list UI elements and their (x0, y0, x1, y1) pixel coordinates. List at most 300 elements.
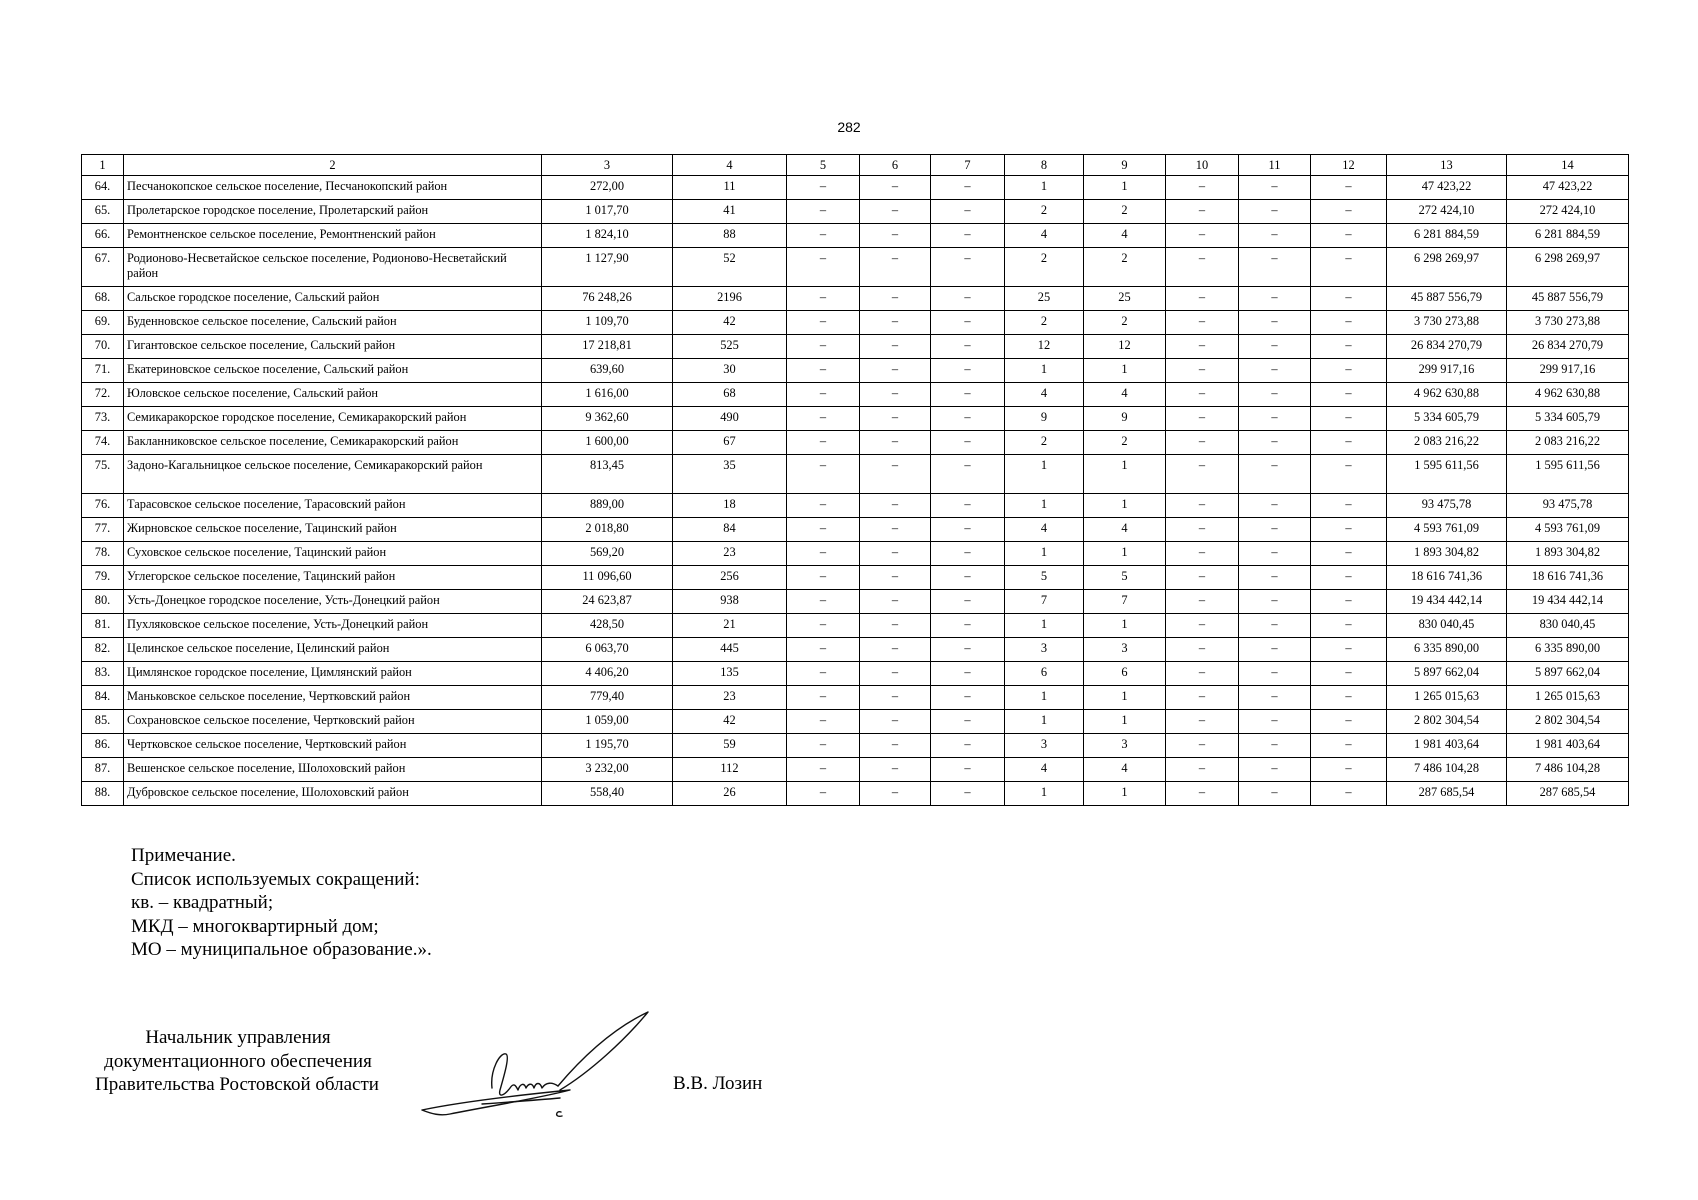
table-row (82, 176, 1629, 200)
table-row (82, 431, 1629, 455)
table-cell: – (787, 407, 860, 431)
table-cell: 272 424,10 (1387, 200, 1507, 224)
table-cell: – (860, 614, 931, 638)
table-cell: – (931, 590, 1005, 614)
table-cell: – (1166, 176, 1239, 200)
table-cell: 25 (1084, 287, 1166, 311)
settlement-name-cell: Вешенское сельское поселение, Шолоховский район (124, 758, 542, 782)
table-cell: 2 (1084, 200, 1166, 224)
table-cell: – (931, 224, 1005, 248)
table-cell: 2 083 216,22 (1387, 431, 1507, 455)
table-cell: – (1239, 758, 1311, 782)
table-cell: – (787, 383, 860, 407)
row-number-cell: 74. (82, 431, 124, 455)
table-cell: – (1239, 494, 1311, 518)
table-cell: – (787, 662, 860, 686)
table-cell: – (1239, 614, 1311, 638)
table-cell: – (860, 431, 931, 455)
table-row (82, 686, 1629, 710)
table-cell: – (931, 758, 1005, 782)
table-row (82, 590, 1629, 614)
table-cell: – (1311, 224, 1387, 248)
table-cell: 2196 (673, 287, 787, 311)
column-header: 14 (1507, 155, 1629, 176)
table-cell: 18 (673, 494, 787, 518)
column-header: 11 (1239, 155, 1311, 176)
row-number-cell: 71. (82, 359, 124, 383)
table-cell: – (860, 248, 931, 287)
table-row (82, 359, 1629, 383)
table-cell: 4 593 761,09 (1507, 518, 1629, 542)
settlement-name-cell: Ремонтненское сельское поселение, Ремонтненский район (124, 224, 542, 248)
settlement-name-cell: Сальское городское поселение, Сальский район (124, 287, 542, 311)
table-cell: – (787, 542, 860, 566)
table-cell: 1 (1084, 455, 1166, 494)
table-cell: 3 (1005, 734, 1084, 758)
table-cell: – (1311, 638, 1387, 662)
table-cell: 41 (673, 200, 787, 224)
row-number-cell: 78. (82, 542, 124, 566)
table-row (82, 335, 1629, 359)
table-cell: 1 (1084, 176, 1166, 200)
table-cell: 1 (1084, 614, 1166, 638)
table-row (82, 383, 1629, 407)
page-number: 282 (837, 119, 861, 135)
table-cell: 47 423,22 (1507, 176, 1629, 200)
table-cell: – (931, 662, 1005, 686)
table-cell: 1 (1005, 782, 1084, 806)
table-cell: – (860, 734, 931, 758)
table-cell: – (860, 200, 931, 224)
table-cell: – (1166, 224, 1239, 248)
table-cell: – (787, 734, 860, 758)
table-cell: – (787, 494, 860, 518)
table-cell: 21 (673, 614, 787, 638)
table-cell: 3 (1005, 638, 1084, 662)
table-cell: – (1311, 662, 1387, 686)
table-cell: – (931, 359, 1005, 383)
column-header: 8 (1005, 155, 1084, 176)
table-cell: 4 593 761,09 (1387, 518, 1507, 542)
table-cell: – (931, 782, 1005, 806)
table-cell: – (1239, 200, 1311, 224)
table-row (82, 782, 1629, 806)
table-cell: 7 486 104,28 (1387, 758, 1507, 782)
table-cell: 9 (1084, 407, 1166, 431)
table-cell: – (1239, 782, 1311, 806)
table-cell: – (1166, 662, 1239, 686)
table-cell: – (931, 311, 1005, 335)
column-header: 5 (787, 155, 860, 176)
table-cell: 1 981 403,64 (1387, 734, 1507, 758)
row-number-cell: 73. (82, 407, 124, 431)
settlement-name-cell: Маньковское сельское поселение, Чертковский район (124, 686, 542, 710)
row-number-cell: 69. (82, 311, 124, 335)
table-cell: 4 (1005, 758, 1084, 782)
table-cell: – (1166, 407, 1239, 431)
table-cell: 2 (1005, 311, 1084, 335)
table-cell: 428,50 (542, 614, 673, 638)
table-cell: 6 335 890,00 (1387, 638, 1507, 662)
table-cell: 779,40 (542, 686, 673, 710)
table-cell: 272,00 (542, 176, 673, 200)
column-header: 3 (542, 155, 673, 176)
table-cell: – (1166, 686, 1239, 710)
table-cell: 1 (1084, 494, 1166, 518)
table-cell: – (1166, 638, 1239, 662)
settlement-name-cell: Тарасовское сельское поселение, Тарасовский район (124, 494, 542, 518)
table-row (82, 614, 1629, 638)
table-cell: 3 (1084, 734, 1166, 758)
table-cell: – (1239, 287, 1311, 311)
table-cell: – (1239, 638, 1311, 662)
table-cell: 525 (673, 335, 787, 359)
table-cell: 7 (1005, 590, 1084, 614)
table-cell: – (860, 176, 931, 200)
table-cell: 19 434 442,14 (1507, 590, 1629, 614)
row-number-cell: 67. (82, 248, 124, 287)
table-cell: – (1311, 248, 1387, 287)
table-cell: – (787, 710, 860, 734)
table-cell: 17 218,81 (542, 335, 673, 359)
table-cell: 6 298 269,97 (1387, 248, 1507, 287)
table-cell: 830 040,45 (1507, 614, 1629, 638)
row-number-cell: 84. (82, 686, 124, 710)
position-line: Начальник управления (145, 1027, 331, 1048)
table-cell: – (1239, 224, 1311, 248)
row-number-cell: 79. (82, 566, 124, 590)
table-cell: 12 (1005, 335, 1084, 359)
table-row (82, 224, 1629, 248)
table-cell: 639,60 (542, 359, 673, 383)
table-row (82, 518, 1629, 542)
table-cell: 558,40 (542, 782, 673, 806)
table-cell: – (931, 518, 1005, 542)
table-cell: – (1166, 710, 1239, 734)
table-cell: 1 981 403,64 (1507, 734, 1629, 758)
table-cell: 26 834 270,79 (1387, 335, 1507, 359)
table-cell: 59 (673, 734, 787, 758)
row-number-cell: 72. (82, 383, 124, 407)
table-cell: 5 (1005, 566, 1084, 590)
column-header: 9 (1084, 155, 1166, 176)
table-cell: 4 (1084, 383, 1166, 407)
row-number-cell: 76. (82, 494, 124, 518)
table-cell: – (860, 287, 931, 311)
settlement-name-cell: Суховское сельское поселение, Тацинский район (124, 542, 542, 566)
table-cell: 24 623,87 (542, 590, 673, 614)
table-cell: – (931, 455, 1005, 494)
table-cell: – (931, 383, 1005, 407)
table-cell: 2 (1005, 248, 1084, 287)
table-cell: – (1239, 590, 1311, 614)
table-cell: 88 (673, 224, 787, 248)
table-cell: 93 475,78 (1387, 494, 1507, 518)
table-row (82, 542, 1629, 566)
table-cell: – (787, 359, 860, 383)
table-cell: 1 595 611,56 (1387, 455, 1507, 494)
table-cell: 569,20 (542, 542, 673, 566)
table-cell: 4 962 630,88 (1507, 383, 1629, 407)
table-cell: 7 (1084, 590, 1166, 614)
table-row (82, 287, 1629, 311)
table-cell: 1 893 304,82 (1507, 542, 1629, 566)
table-row (82, 566, 1629, 590)
table-cell: 42 (673, 710, 787, 734)
table-cell: – (1311, 176, 1387, 200)
table-cell: – (931, 542, 1005, 566)
table-cell: – (860, 407, 931, 431)
table-cell: 5 897 662,04 (1507, 662, 1629, 686)
table-cell: – (931, 710, 1005, 734)
settlement-name-cell: Родионово-Несветайское сельское поселение, Родионово-Несветайский район (124, 248, 542, 287)
column-header: 12 (1311, 155, 1387, 176)
table-cell: – (1311, 287, 1387, 311)
table-cell: – (787, 518, 860, 542)
table-cell: – (931, 248, 1005, 287)
table-cell: 1 (1005, 542, 1084, 566)
settlement-name-cell: Углегорское сельское поселение, Тацинский район (124, 566, 542, 590)
table-cell: 1 (1084, 710, 1166, 734)
table-cell: – (787, 431, 860, 455)
table-cell: – (1311, 782, 1387, 806)
table-cell: 11 096,60 (542, 566, 673, 590)
table-cell: 2 (1005, 200, 1084, 224)
settlement-name-cell: Семикаракорское городское поселение, Семикаракорский район (124, 407, 542, 431)
table-cell: 3 232,00 (542, 758, 673, 782)
settlement-name-cell: Пролетарское городское поселение, Пролетарский район (124, 200, 542, 224)
table-cell: 4 406,20 (542, 662, 673, 686)
table-cell: – (1239, 359, 1311, 383)
settlement-name-cell: Буденновское сельское поселение, Сальский район (124, 311, 542, 335)
table-cell: – (1166, 494, 1239, 518)
table-cell: 2 802 304,54 (1507, 710, 1629, 734)
table-cell: 3 730 273,88 (1507, 311, 1629, 335)
table-cell: – (1166, 758, 1239, 782)
table-cell: 2 (1084, 248, 1166, 287)
row-number-cell: 70. (82, 335, 124, 359)
table-cell: – (1166, 311, 1239, 335)
table-cell: – (1166, 542, 1239, 566)
table-cell: 1 (1005, 359, 1084, 383)
table-cell: 2 018,80 (542, 518, 673, 542)
note-title: Примечание. (131, 845, 236, 866)
table-cell: 2 802 304,54 (1387, 710, 1507, 734)
table-cell: – (860, 686, 931, 710)
settlement-name-cell: Целинское сельское поселение, Целинский район (124, 638, 542, 662)
table-cell: – (931, 407, 1005, 431)
table-cell: – (1166, 590, 1239, 614)
table-cell: – (1239, 686, 1311, 710)
table-cell: – (931, 431, 1005, 455)
table-cell: 1 824,10 (542, 224, 673, 248)
table-cell: – (1239, 542, 1311, 566)
settlement-name-cell: Пухляковское сельское поселение, Усть-Донецкий район (124, 614, 542, 638)
table-row (82, 311, 1629, 335)
settlement-name-cell: Жирновское сельское поселение, Тацинский район (124, 518, 542, 542)
table-cell: 2 083 216,22 (1507, 431, 1629, 455)
table-cell: 30 (673, 359, 787, 383)
table-cell: – (1239, 248, 1311, 287)
table-cell: – (860, 662, 931, 686)
table-cell: 76 248,26 (542, 287, 673, 311)
table-cell: – (1311, 566, 1387, 590)
table-cell: – (1239, 335, 1311, 359)
table-cell: 67 (673, 431, 787, 455)
table-cell: – (860, 566, 931, 590)
table-cell: 1 265 015,63 (1387, 686, 1507, 710)
signer-name: В.В. Лозин (673, 1073, 763, 1094)
table-cell: 1 (1084, 686, 1166, 710)
row-number-cell: 77. (82, 518, 124, 542)
table-cell: – (1239, 311, 1311, 335)
table-row (82, 734, 1629, 758)
position-line: документационного обеспечения (104, 1050, 372, 1072)
row-number-cell: 88. (82, 782, 124, 806)
table-cell: 272 424,10 (1507, 200, 1629, 224)
table-cell: 4 962 630,88 (1387, 383, 1507, 407)
table-cell: – (1311, 542, 1387, 566)
table-cell: 19 434 442,14 (1387, 590, 1507, 614)
table-cell: – (1166, 335, 1239, 359)
table-cell: 287 685,54 (1387, 782, 1507, 806)
table-row (82, 494, 1629, 518)
table-cell: – (787, 287, 860, 311)
table-cell: – (787, 590, 860, 614)
table-cell: – (860, 542, 931, 566)
table-cell: 299 917,16 (1387, 359, 1507, 383)
table-cell: – (860, 710, 931, 734)
note-line: МО – муниципальное образование.». (131, 939, 432, 960)
table-cell: – (1166, 455, 1239, 494)
table-cell: – (1239, 710, 1311, 734)
table-cell: 889,00 (542, 494, 673, 518)
table-cell: 4 (1084, 224, 1166, 248)
note-line: Список используемых сокращений: (131, 868, 420, 890)
settlement-name-cell: Юловское сельское поселение, Сальский район (124, 383, 542, 407)
table-cell: 6 (1005, 662, 1084, 686)
settlement-name-cell: Цимлянское городское поселение, Цимлянский район (124, 662, 542, 686)
table-cell: 1 059,00 (542, 710, 673, 734)
table-row (82, 638, 1629, 662)
table-cell: 11 (673, 176, 787, 200)
settlement-name-cell: Задоно-Кагальницкое сельское поселение, Семикаракорский район (124, 455, 542, 494)
table-cell: 1 600,00 (542, 431, 673, 455)
row-number-cell: 81. (82, 614, 124, 638)
table-cell: – (931, 638, 1005, 662)
table-cell: 1 (1005, 686, 1084, 710)
table-cell: 6 (1084, 662, 1166, 686)
table-cell: 7 486 104,28 (1507, 758, 1629, 782)
table-cell: – (787, 311, 860, 335)
table-cell: – (1239, 518, 1311, 542)
table-cell: – (1239, 431, 1311, 455)
table-cell: – (1311, 200, 1387, 224)
table-cell: – (1239, 566, 1311, 590)
table-cell: – (1166, 431, 1239, 455)
table-cell: – (931, 686, 1005, 710)
table-cell: – (1311, 710, 1387, 734)
table-cell: – (931, 566, 1005, 590)
position-line: Правительства Ростовской области (95, 1074, 379, 1095)
settlement-name-cell: Сохрановское сельское поселение, Чертковский район (124, 710, 542, 734)
settlement-name-cell: Гигантовское сельское поселение, Сальский район (124, 335, 542, 359)
table-cell: – (1166, 200, 1239, 224)
table-cell: 1 109,70 (542, 311, 673, 335)
table-cell: – (1311, 383, 1387, 407)
table-cell: 1 (1084, 359, 1166, 383)
table-cell: 112 (673, 758, 787, 782)
table-cell: – (1311, 686, 1387, 710)
table-cell: – (787, 455, 860, 494)
table-cell: 3 730 273,88 (1387, 311, 1507, 335)
column-header: 7 (931, 155, 1005, 176)
table-cell: 6 335 890,00 (1507, 638, 1629, 662)
table-cell: 18 616 741,36 (1387, 566, 1507, 590)
note-line: кв. – квадратный; (131, 892, 274, 913)
table-cell: – (1166, 566, 1239, 590)
row-number-cell: 66. (82, 224, 124, 248)
table-cell: – (1166, 734, 1239, 758)
table-cell: – (1311, 431, 1387, 455)
table-cell: 35 (673, 455, 787, 494)
table-cell: – (1239, 176, 1311, 200)
table-cell: – (1311, 734, 1387, 758)
row-number-cell: 83. (82, 662, 124, 686)
table-cell: 26 (673, 782, 787, 806)
table-cell: 6 281 884,59 (1387, 224, 1507, 248)
table-cell: – (787, 614, 860, 638)
table-cell: – (1311, 494, 1387, 518)
table-cell: 47 423,22 (1387, 176, 1507, 200)
table-cell: 25 (1005, 287, 1084, 311)
row-number-cell: 85. (82, 710, 124, 734)
table-cell: 287 685,54 (1507, 782, 1629, 806)
table-cell: 1 (1084, 782, 1166, 806)
table-cell: – (1311, 335, 1387, 359)
table-cell: – (931, 287, 1005, 311)
settlement-name-cell: Дубровское сельское поселение, Шолоховский район (124, 782, 542, 806)
column-header: 6 (860, 155, 931, 176)
row-number-cell: 86. (82, 734, 124, 758)
table-cell: – (1239, 407, 1311, 431)
table-cell: 45 887 556,79 (1507, 287, 1629, 311)
table-cell: – (860, 224, 931, 248)
table-cell: – (1239, 455, 1311, 494)
table-cell: 6 281 884,59 (1507, 224, 1629, 248)
table-cell: 1 616,00 (542, 383, 673, 407)
row-number-cell: 65. (82, 200, 124, 224)
table-cell: 6 063,70 (542, 638, 673, 662)
table-cell: – (1311, 590, 1387, 614)
table-cell: – (1311, 407, 1387, 431)
table-cell: 5 897 662,04 (1387, 662, 1507, 686)
row-number-cell: 68. (82, 287, 124, 311)
table-row (82, 662, 1629, 686)
column-header: 10 (1166, 155, 1239, 176)
table-cell: – (787, 176, 860, 200)
note-section (131, 844, 432, 962)
column-header: 1 (82, 155, 124, 176)
table-cell: – (1311, 614, 1387, 638)
table-cell: 1 (1005, 494, 1084, 518)
table-cell: – (1311, 518, 1387, 542)
table-cell: – (860, 758, 931, 782)
table-cell: 4 (1005, 224, 1084, 248)
table-cell: – (860, 494, 931, 518)
table-header-row (82, 155, 1629, 176)
table-cell: 42 (673, 311, 787, 335)
